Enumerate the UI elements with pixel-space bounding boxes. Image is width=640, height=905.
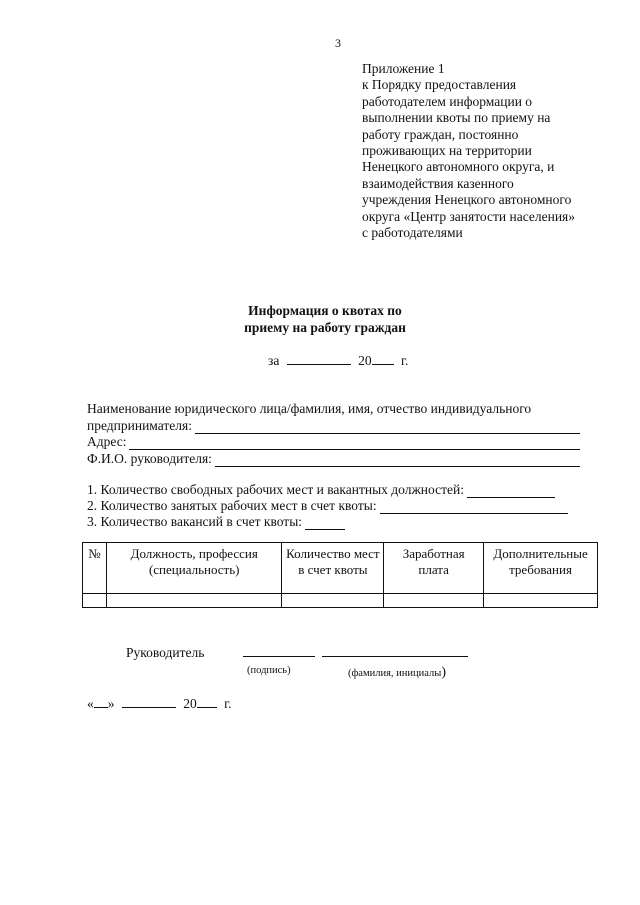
- date-open-quote: «: [87, 696, 94, 711]
- name-caption-text: (фамилия, инициалы: [348, 668, 442, 679]
- table-row: [83, 594, 598, 608]
- employer-name-label-cont: предпринимателя:: [87, 418, 192, 433]
- title-line: приему на работу граждан: [244, 320, 406, 335]
- appendix-line: работу граждан, постоянно: [362, 126, 519, 142]
- date-line: [87, 695, 232, 712]
- signature-blank[interactable]: [243, 656, 315, 657]
- appendix-line: округа «Центр занятости населения»: [362, 208, 576, 224]
- quota-item-1-label: 1. Количество свободных рабочих мест и вакантных должностей:: [87, 482, 464, 497]
- period-blank[interactable]: [287, 352, 351, 365]
- employer-name-field: [87, 418, 580, 434]
- quota-item-3: [87, 514, 345, 530]
- address-field: [87, 434, 580, 450]
- period-year-prefix: 20: [358, 353, 372, 368]
- appendix-line: проживающих на территории: [362, 143, 532, 159]
- date-year-prefix: 20: [183, 696, 197, 711]
- quota-item-1: [87, 482, 555, 498]
- cell-quota-count[interactable]: [282, 594, 384, 608]
- date-year-blank[interactable]: [197, 695, 217, 708]
- date-suffix: г.: [224, 696, 232, 711]
- date-month-blank[interactable]: [122, 695, 176, 708]
- director-field: [87, 451, 580, 467]
- address-blank[interactable]: [129, 438, 580, 450]
- employer-name-field-line1: [87, 401, 607, 417]
- appendix-line: выполнении квоты по приему на: [362, 110, 551, 126]
- address-label: Адрес:: [87, 434, 127, 449]
- name-caption-close: ): [441, 665, 446, 680]
- appendix-line: учреждения Ненецкого автономного: [362, 192, 572, 208]
- director-label: Ф.И.О. руководителя:: [87, 451, 212, 466]
- period-prefix: за: [268, 353, 280, 368]
- director-signature-label: Руководитель: [126, 645, 205, 660]
- table-header-row: [83, 543, 598, 594]
- header-requirements: Дополнительные требования: [484, 543, 598, 594]
- quota-item-2: [87, 498, 568, 514]
- cell-requirements[interactable]: [484, 594, 598, 608]
- date-day-blank[interactable]: [94, 695, 108, 708]
- document-title: [180, 302, 470, 336]
- appendix-header: [362, 61, 612, 241]
- appendix-line: Приложение 1: [362, 61, 445, 76]
- quota-table: [82, 542, 598, 608]
- header-quota-count: Количество мест в счет квоты: [282, 543, 384, 594]
- period-line: [268, 352, 408, 369]
- appendix-line: к Порядку предоставления: [362, 77, 517, 93]
- cell-salary[interactable]: [384, 594, 484, 608]
- appendix-line: взаимодействия казенного: [362, 175, 514, 191]
- appendix-line: с работодателями: [362, 225, 463, 241]
- quota-item-3-blank[interactable]: [305, 518, 345, 530]
- quota-item-1-blank[interactable]: [467, 486, 555, 498]
- title-line: Информация о квотах по: [248, 303, 402, 318]
- employer-name-label: Наименование юридического лица/фамилия, имя, отчество индивидуального: [87, 401, 532, 416]
- cell-number[interactable]: [83, 594, 107, 608]
- header-position: Должность, профессия (специальность): [106, 543, 282, 594]
- cell-position[interactable]: [106, 594, 282, 608]
- signature-caption: (подпись): [247, 665, 291, 676]
- quota-item-2-label: 2. Количество занятых рабочих мест в счет квоты:: [87, 498, 377, 513]
- page-number: 3: [335, 36, 341, 50]
- period-suffix: г.: [400, 353, 409, 368]
- period-year-blank[interactable]: [372, 352, 394, 365]
- quota-item-3-label: 3. Количество вакансий в счет квоты:: [87, 514, 303, 529]
- appendix-line: работодателем информации о: [362, 93, 533, 109]
- name-caption: [348, 665, 446, 681]
- director-blank[interactable]: [215, 455, 580, 467]
- name-initials-blank[interactable]: [322, 656, 468, 657]
- appendix-line: Ненецкого автономного округа, и: [362, 159, 555, 175]
- header-number: №: [83, 543, 107, 594]
- date-close-quote: »: [107, 696, 115, 711]
- quota-item-2-blank[interactable]: [380, 502, 568, 514]
- employer-name-blank[interactable]: [195, 422, 580, 434]
- header-salary: Заработная плата: [384, 543, 484, 594]
